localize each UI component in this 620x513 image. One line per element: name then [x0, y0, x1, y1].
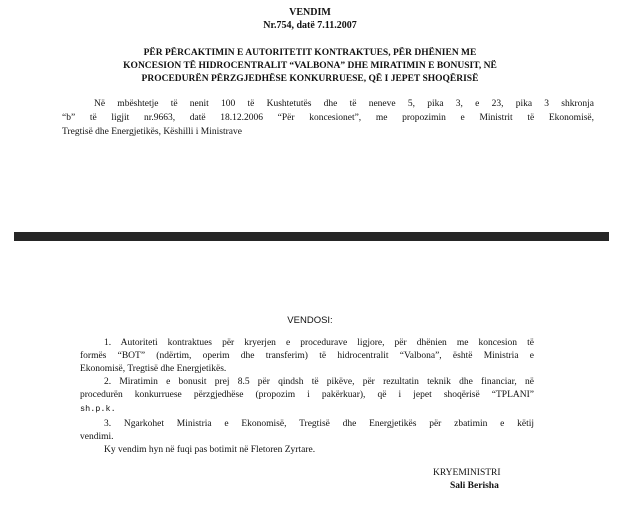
point-line: sh.p.k. [80, 404, 116, 414]
preamble-line: “b” të ligjit nr.9663, datë 18.12.2006 “Për koncesionet”, me propozimin e Ministrit të Ekonomisë, [62, 113, 594, 123]
decision-heading: VENDIM [289, 7, 331, 18]
title-line: PROCEDURËN PËRZGJEDHËSE KONKURRUESE, QË I JEPET SHOQËRISË [141, 74, 479, 84]
preamble-line: Në mbështetje të nenit 100 të Kushtetutës dhe të neneve 5, pika 3, e 23, pika 3 shkronja [94, 99, 594, 109]
point-line: 3. Ngarkohet Ministria e Ekonomisë, Tregtisë dhe Energjetikës për zbatimin e këtij [104, 419, 534, 429]
point-line: formës “BOT” (ndërtim, operim dhe transferim) të hidrocentralit “Valbona”, është Ministria e [80, 351, 534, 361]
decision-number: Nr.754, datë 7.11.2007 [263, 20, 357, 31]
title-line: KONCESION TË HIDROCENTRALIT “VALBONA” DHE MIRATIMIN E BONUSIT, NË [123, 61, 497, 71]
point-line: 1. Autoriteti kontraktues për kryerjen e procedurave ligjore, për dhënien me koncesion të [104, 338, 534, 348]
vendosi-heading: VENDOSI: [287, 315, 333, 326]
point-line: procedurën konkurruese përzgjedhëse (propozim i pakërkuar), që i jepet shoqërisë “TPLANI” [80, 390, 534, 400]
signature-role: KRYEMINISTRI [433, 468, 501, 478]
point-line: 2. Miratimin e bonusit prej 8.5 për qindsh të pikëve, për rezultatin teknik dhe financiar, në [104, 377, 534, 387]
closing-sentence: Ky vendim hyn në fuqi pas botimit në Fletoren Zyrtare. [104, 445, 316, 455]
signature-name: Sali Berisha [450, 481, 499, 491]
title-line: PËR PËRCAKTIMIN E AUTORITETIT KONTRAKTUES, PËR DHËNIEN ME [143, 48, 477, 58]
separator-bar [14, 232, 609, 241]
point-line: vendimi. [80, 432, 114, 442]
preamble-line: Tregtisë dhe Energjetikës, Këshilli i Ministrave [62, 127, 242, 137]
point-line: Ekonomisë, Tregtisë dhe Energjetikës. [80, 364, 227, 374]
